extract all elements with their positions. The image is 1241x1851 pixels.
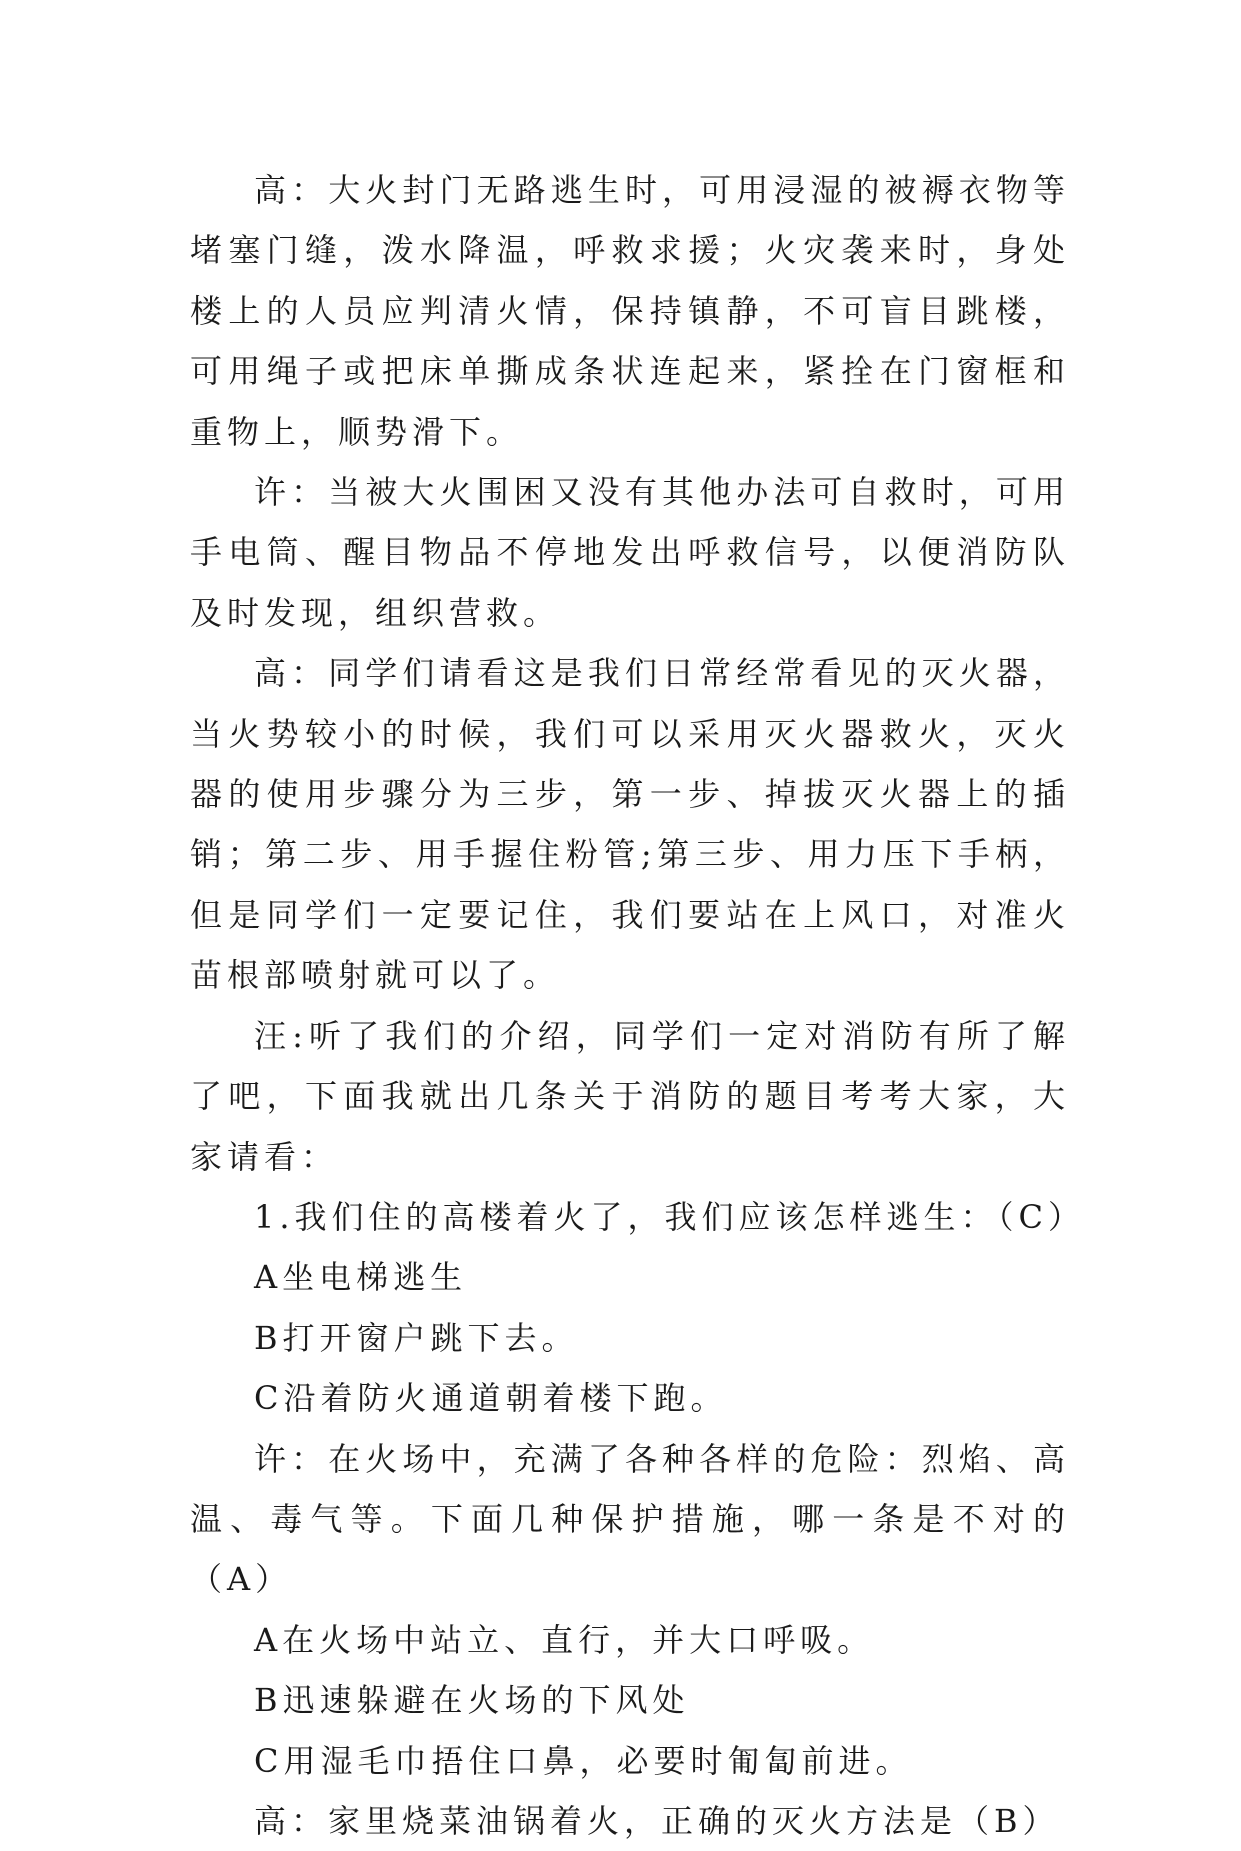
question-2-option-c: C用湿毛巾捂住口鼻，必要时匍匐前进。 <box>254 1741 913 1780</box>
question-2-option-a: A在火场中站立、直行，并大口呼吸。 <box>254 1620 875 1659</box>
question-1-option-b: B打开窗户跳下去。 <box>254 1318 579 1357</box>
document-body <box>190 160 1086 1851</box>
paragraph-extinguisher: 高：同学们请看这是我们日常经常看见的灭火器，当火势较小的时候，我们可以采用灭火器救火，灭火器的使用步骤分为三步，第一步、掉拔灭火器上的插销；第二步、用手握住粉管;第三步、用力压下手柄，但是同学们一定要记住，我们要站在上风口，对准火苗根部喷射就可以了。 <box>190 654 1070 995</box>
paragraph-quiz-intro: 汪:听了我们的介绍，同学们一定对消防有所了解了吧，下面我就出几条关于消防的题目考考大家，大家请看： <box>190 1016 1070 1176</box>
question-3-stem: 高：家里烧菜油锅着火，正确的灭火方法是（B） <box>254 1801 1060 1840</box>
question-2-stem: 许：在火场中，充满了各种各样的危险：烈焰、高温、毒气等。下面几种保护措施，哪一条是不对的（A） <box>190 1439 1070 1599</box>
question-1-option-c: C沿着防火通道朝着楼下跑。 <box>254 1379 728 1418</box>
question-1-option-a: A坐电梯逃生 <box>254 1258 468 1297</box>
paragraph-signal-rescue: 许：当被大火围困又没有其他办法可自救时，可用手电筒、醒目物品不停地发出呼救信号，以便消防队及时发现，组织营救。 <box>190 473 1070 632</box>
question-1-stem: 1.我们住的高楼着火了，我们应该怎样逃生：（C） <box>254 1197 1086 1236</box>
question-2-option-b: B迅速躲避在火场的下风处 <box>254 1681 690 1720</box>
paragraph-escape-methods: 高：大火封门无路逃生时，可用浸湿的被褥衣物等堵塞门缝，泼水降温，呼救求援；火灾袭来时，身处楼上的人员应判清火情，保持镇静，不可盲目跳楼，可用绳子或把床单撕成条状连起来，紧拴在门窗框和重物上，顺势滑下。 <box>190 171 1070 451</box>
